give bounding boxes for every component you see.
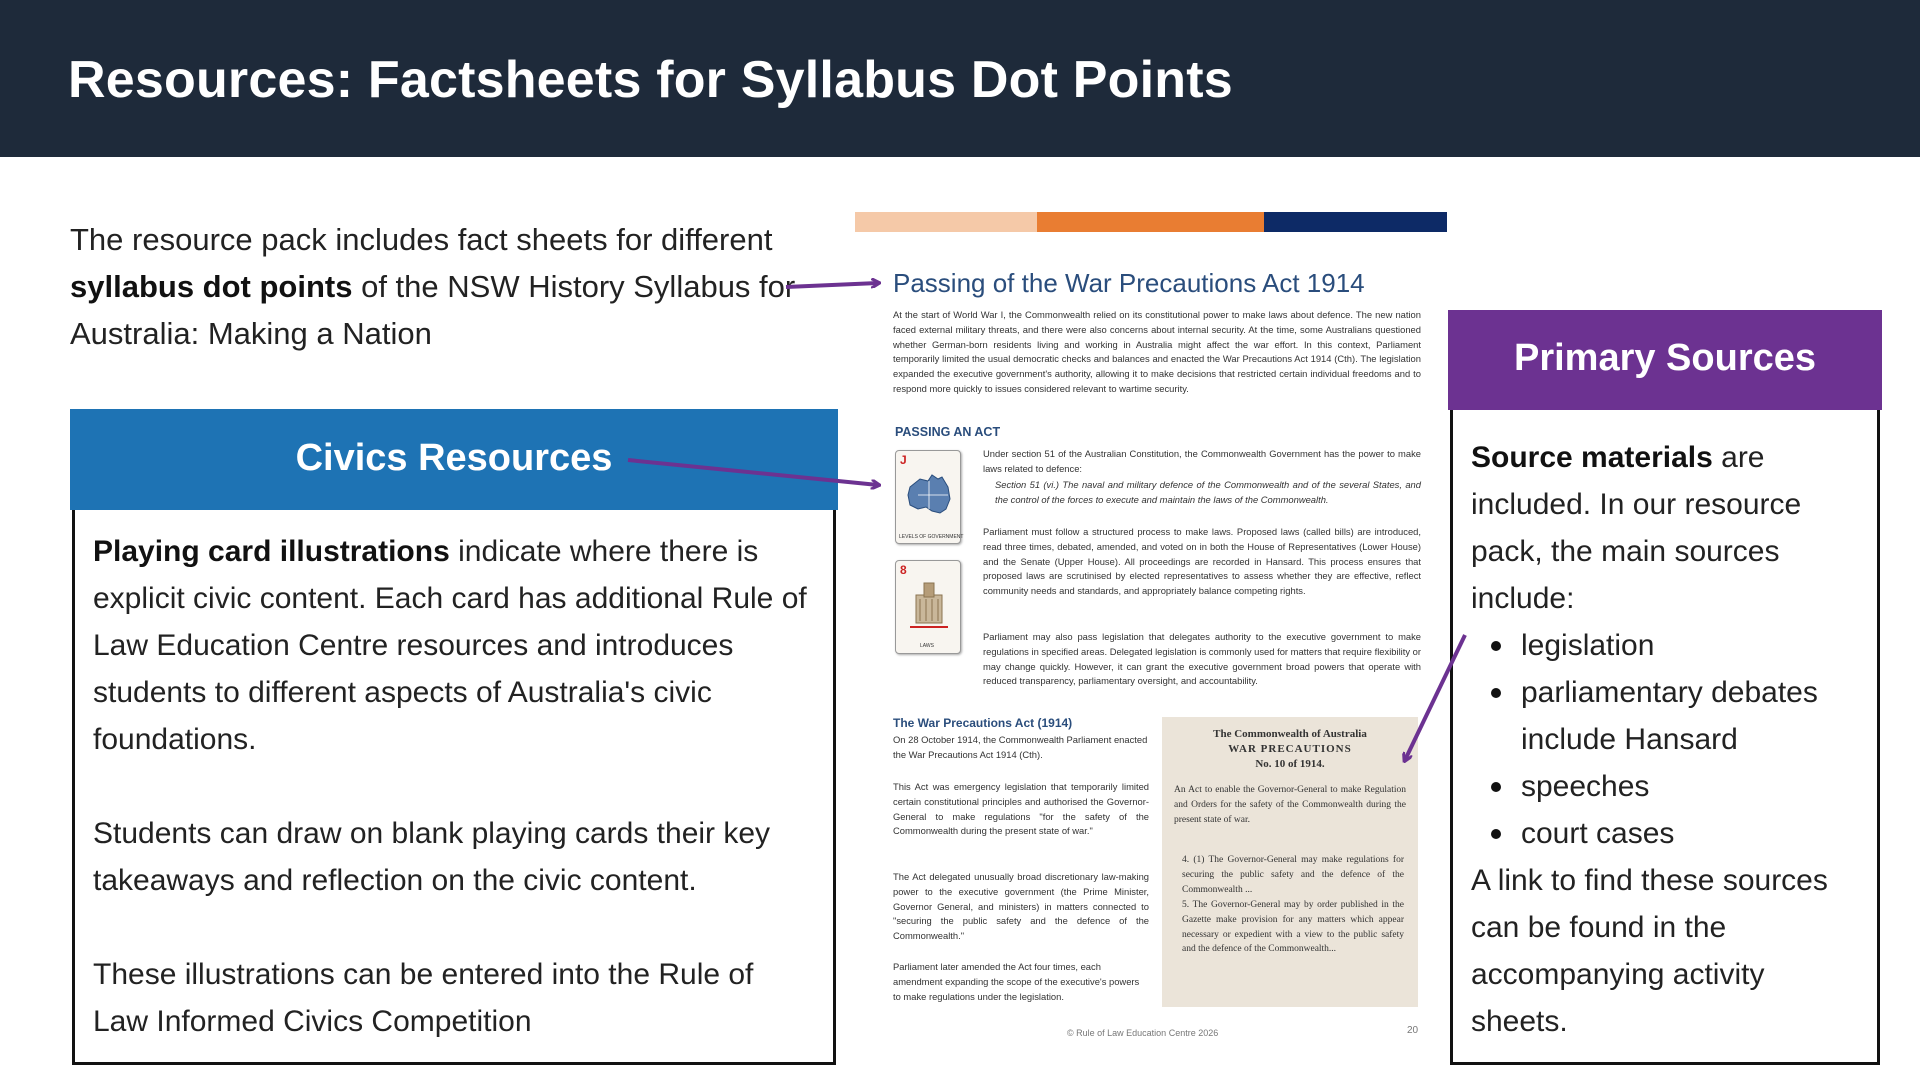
factsheet-subheading-wpa: The War Precautions Act (1914) — [893, 716, 1073, 730]
act-body-1: An Act to enable the Governor-General to make Regulation and Orders for the safety of the Commonwealth during the present state of war. — [1174, 785, 1406, 825]
card-rank: J — [900, 453, 907, 467]
act-title-1: The Commonwealth of Australia — [1213, 728, 1367, 740]
card-rank: 8 — [900, 563, 907, 577]
page-number: 20 — [1407, 1025, 1419, 1036]
color-bar-navy — [1264, 212, 1447, 232]
factsheet-intro: At the start of World War I, the Commonwealth relied on its constitutional power to make laws about defence. The new nation faced external military threats, and there were also concerns about internal security. At the time, some Australians questioned whether German-born residents living and working in Australia might affect the war effort. In this context, Parliament temporarily limited the usual democratic checks and balances and enacted the War Precautions Act 1914 (Cth). The legislation expanded the executive government's authority, allowing it to make decisions that restricted certain individual freedoms and to respond more quickly to issues considered relevant to wartime security. — [893, 309, 1421, 394]
act-body-2: 4. (1) The Governor-General may make regulations for securing the public safety and the defence of the Commonwealth ... — [1182, 855, 1404, 895]
primary-source-list — [1471, 622, 1861, 857]
playing-card-jack — [895, 450, 964, 544]
color-bar-peach — [855, 212, 1037, 232]
primary-intro — [1471, 434, 1861, 622]
primary-bold: Source materials — [1471, 441, 1713, 474]
section-51-text: Under section 51 of the Australian Constitution, the Commonwealth Government has the power to make laws related to defence: — [983, 448, 1421, 474]
intro-line-1: The resource pack includes fact sheets for different — [70, 222, 773, 257]
list-item: court cases — [1503, 810, 1861, 857]
wpa-para-3: The Act delegated unusually broad discretionary law-making power to the executive government (the Prime Minister, Governor General, and ministers) in matters connected to "securing the public safety and the defence of the Commonwealth." — [893, 871, 1149, 942]
parliament-building-icon — [896, 561, 962, 655]
primary-outro: A link to find these sources can be found in the accompanying activity sheets. — [1471, 864, 1828, 1038]
page-title: Resources: Factsheets for Syllabus Dot Points — [68, 51, 1233, 109]
civics-resources-box — [72, 510, 836, 1065]
act-title-2: WAR PRECAUTIONS — [1228, 743, 1352, 755]
factsheet-footer: © Rule of Law Education Centre 2026 — [1067, 1028, 1219, 1038]
playing-card-eight — [895, 560, 961, 654]
war-precautions-act-image — [1162, 717, 1418, 1007]
intro-line-2: of the NSW History Syllabus for — [352, 269, 796, 304]
civics-para-2: Students can draw on blank playing cards their key takeaways and reflection on the civic content. — [93, 817, 771, 897]
section-51-quote: Section 51 (vi.) The naval and military defence of the Commonwealth and of the several States, and the control of the forces to execute and maintain the laws of the Commonwealth. — [995, 479, 1421, 505]
act-body-3: 5. The Governor-General may by order published in the Gazette make provision for any matters which appear necessary or expedient with a view to the public safety and the defence of the Commonwealth... — [1182, 900, 1404, 955]
wpa-para-2: This Act was emergency legislation that temporarily limited certain constitutional principles and authorised the Governor-General to make regulations "for the safety of the Commonwealth during the present state of war." — [893, 781, 1149, 837]
factsheet-page — [855, 210, 1447, 1045]
wpa-para-1: On 28 October 1914, the Commonwealth Parliament enacted the War Precautions Act 1914 (Cth). — [893, 734, 1148, 760]
header-bar — [0, 0, 1920, 157]
intro-line-3: Australia: Making a Nation — [70, 316, 432, 351]
list-item: legislation — [1503, 622, 1861, 669]
intro-text — [70, 216, 810, 357]
list-item: speeches — [1503, 763, 1861, 810]
intro-bold: syllabus dot points — [70, 269, 353, 304]
civics-para-1-text: indicate where there is explicit civic content. Each card has additional Rule of Law Education Centre resources and introduces students to different aspects of Australia's civic foundations. — [93, 535, 807, 756]
wpa-para-4: Parliament later amended the Act four times, each amendment expanding the scope of the executive's powers to make regulations under the legislation. — [893, 961, 1140, 1002]
primary-sources-heading — [1448, 310, 1882, 410]
law-making-process-text: Parliament must follow a structured process to make laws. Proposed laws (called bills) are introduced, read three times, debated, amended, and voted on in both the House of Representatives (Lower House) and the Senate (Upper House). All proceedings are recorded in Hansard. This process ensures that proposed laws are scrutinised by elected representatives to assess whether they are effective, reflect community needs and standards, and appropriately balance competing rights. — [983, 526, 1421, 597]
civics-bold: Playing card illustrations — [93, 535, 450, 568]
card-label: LEVELS OF GOVERNMENT — [899, 534, 964, 540]
factsheet-subheading-passing: PASSING AN ACT — [895, 425, 1001, 439]
civics-para-3: These illustrations can be entered into the Rule of Law Informed Civics Competition — [93, 958, 754, 1038]
delegated-legislation-text: Parliament may also pass legislation that delegates authority to the executive government to make regulations in specified areas. Delegated legislation is commonly used for matters that require flexibility or may change quickly. However, it can grant the executive government broad powers that operate with reduced transparency, parliamentary oversight, and accountability. — [983, 631, 1421, 687]
primary-intro-text: are included. In our resource pack, the main sources include: — [1471, 441, 1802, 615]
list-item: parliamentary debates include Hansard — [1503, 669, 1861, 763]
act-title-3: No. 10 of 1914. — [1255, 758, 1325, 770]
civics-heading-text: Civics Resources — [295, 437, 613, 479]
factsheet-title: Passing of the War Precautions Act 1914 — [893, 268, 1365, 298]
australia-map-icon — [896, 451, 962, 545]
color-bar-orange — [1037, 212, 1264, 232]
civics-resources-heading — [70, 409, 838, 510]
primary-sources-box — [1450, 410, 1880, 1065]
primary-heading-text: Primary Sources — [1513, 337, 1817, 379]
civics-para-1 — [93, 528, 815, 763]
card-label: LAWS — [920, 643, 934, 649]
